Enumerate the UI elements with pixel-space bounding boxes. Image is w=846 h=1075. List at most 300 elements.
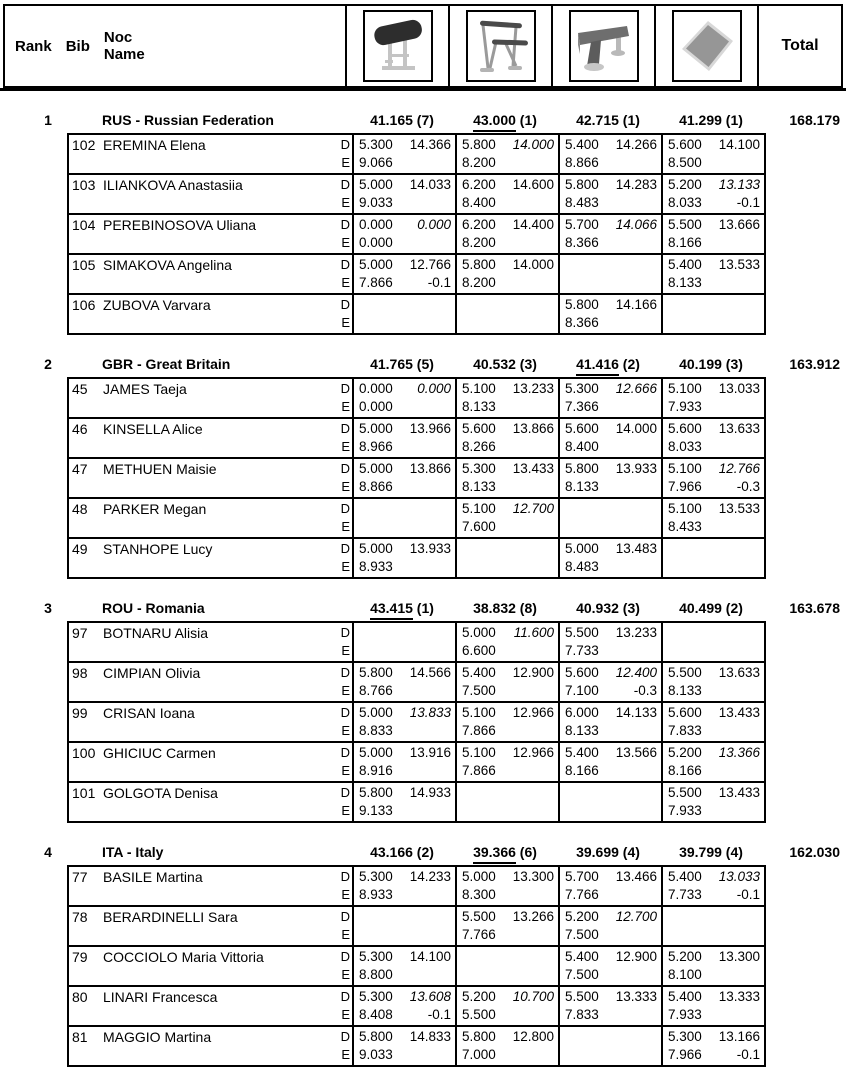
gymnast-identity [69, 135, 352, 173]
d-score-label: D [340, 745, 350, 760]
d-score-label: D [340, 665, 350, 680]
e-score: 7.500 [462, 683, 496, 698]
final-score: 13.033 [718, 381, 760, 396]
d-score-label: D [340, 461, 350, 476]
final-score: 13.233 [512, 381, 554, 396]
e-score: 8.866 [565, 155, 599, 170]
header-rank-bib-name [5, 6, 345, 86]
gymnast-identity [69, 175, 352, 213]
floor-score-cell [661, 379, 764, 417]
balance-beam-score-cell [558, 539, 661, 577]
d-score: 5.500 [565, 989, 599, 1004]
apparatus-team-rank: (6) [519, 844, 537, 860]
gymnast-identity [69, 987, 352, 1025]
penalty: -0.1 [736, 887, 760, 902]
d-score: 5.800 [359, 665, 393, 680]
d-score: 5.300 [462, 461, 496, 476]
de-score-labels [334, 663, 352, 701]
team-noc-name: RUS - Russian Federation [102, 112, 274, 128]
gymnast-row [67, 661, 766, 703]
uneven-bars-score-cell [455, 379, 558, 417]
d-score: 0.000 [359, 381, 393, 396]
d-score: 5.800 [462, 137, 496, 152]
d-score: 5.300 [359, 989, 393, 1004]
gymnast-bib: 78 [72, 909, 88, 925]
e-score: 8.433 [668, 519, 702, 534]
uneven-bars-score-cell [455, 867, 558, 905]
uneven-bars-score-cell [455, 295, 558, 333]
gymnast-bib: 80 [72, 989, 88, 1005]
vault-score-cell [352, 623, 455, 661]
name-label: Name [103, 46, 145, 63]
team-floor-total [658, 352, 764, 376]
d-score: 5.800 [565, 461, 599, 476]
uneven-bars-score-cell [455, 783, 558, 821]
final-score: 14.833 [409, 1029, 451, 1044]
gymnast-row [67, 741, 766, 783]
floor-score-cell [661, 135, 764, 173]
team-header-row [0, 840, 846, 867]
e-score: 8.266 [462, 439, 496, 454]
vault-score-cell [352, 663, 455, 701]
gymnast-name: PEREBINOSOVA Uliana [103, 217, 257, 233]
gymnast-name: BASILE Martina [103, 869, 203, 885]
e-score: 8.100 [668, 967, 702, 982]
gymnast-bib: 104 [72, 217, 96, 233]
gymnast-name: LINARI Francesca [103, 989, 218, 1005]
de-score-labels [334, 499, 352, 537]
gymnast-bib: 101 [72, 785, 96, 801]
penalty: -0.3 [633, 683, 657, 698]
e-score: 8.033 [668, 195, 702, 210]
d-score: 5.300 [359, 869, 393, 884]
e-score-label: E [341, 479, 350, 494]
d-score-label: D [340, 421, 350, 436]
apparatus-team-rank: (2) [622, 356, 640, 372]
d-score: 5.800 [462, 1029, 496, 1044]
e-score: 7.366 [565, 399, 599, 414]
e-score-label: E [341, 519, 350, 534]
vault-score-cell [352, 539, 455, 577]
uneven-bars-column-header [448, 6, 551, 86]
vault-score-cell [352, 459, 455, 497]
floor-score-cell [661, 295, 764, 333]
e-score: 8.133 [565, 723, 599, 738]
e-score: 7.933 [668, 399, 702, 414]
final-score: 14.283 [615, 177, 657, 192]
de-score-labels [334, 175, 352, 213]
penalty: -0.1 [427, 275, 451, 290]
d-score: 5.000 [359, 461, 393, 476]
balance-beam-score-cell [558, 459, 661, 497]
e-score: 8.500 [668, 155, 702, 170]
d-score-label: D [340, 785, 350, 800]
final-score: 13.933 [409, 541, 451, 556]
e-score: 8.366 [565, 315, 599, 330]
e-score-label: E [341, 683, 350, 698]
gymnast-row [67, 865, 766, 907]
gymnast-row [67, 253, 766, 295]
apparatus-team-rank: (4) [622, 844, 640, 860]
d-score: 5.800 [565, 177, 599, 192]
e-score-label: E [341, 399, 350, 414]
header-divider [0, 88, 846, 91]
e-score: 8.400 [462, 195, 496, 210]
d-score-label: D [340, 297, 350, 312]
e-score: 9.033 [359, 195, 393, 210]
e-score: 7.600 [462, 519, 496, 534]
e-score-label: E [341, 275, 350, 290]
d-score: 5.400 [668, 989, 702, 1004]
d-score: 5.100 [668, 501, 702, 516]
gymnast-row [67, 417, 766, 459]
d-score: 5.300 [359, 137, 393, 152]
d-score: 5.800 [359, 785, 393, 800]
de-score-labels [334, 379, 352, 417]
gymnast-row [67, 133, 766, 175]
gymnast-row [67, 173, 766, 215]
d-score: 6.200 [462, 177, 496, 192]
d-score: 5.100 [462, 381, 496, 396]
d-score: 5.400 [565, 745, 599, 760]
de-score-labels [334, 987, 352, 1025]
final-score: 13.633 [718, 421, 760, 436]
e-score-label: E [341, 1007, 350, 1022]
de-score-labels [334, 867, 352, 905]
d-score: 5.600 [565, 421, 599, 436]
final-score: 13.533 [718, 501, 760, 516]
team-total: 162.030 [789, 844, 840, 860]
final-score: 10.700 [512, 989, 554, 1004]
vault-score-cell [352, 947, 455, 985]
apparatus-team-rank: (1) [519, 112, 537, 128]
gymnast-name: STANHOPE Lucy [103, 541, 213, 557]
final-score: 12.700 [615, 909, 657, 924]
e-score: 7.733 [668, 887, 702, 902]
final-score: 12.666 [615, 381, 657, 396]
gymnast-name: KINSELLA Alice [103, 421, 203, 437]
d-score: 5.100 [668, 381, 702, 396]
gymnast-identity [69, 867, 352, 905]
balance-beam-score-cell [558, 295, 661, 333]
uneven-bars-score-cell [455, 1027, 558, 1065]
balance-beam-score-cell [558, 1027, 661, 1065]
final-score: 11.600 [513, 625, 554, 640]
d-score: 5.600 [565, 665, 599, 680]
final-score: 12.900 [615, 949, 657, 964]
balance-beam-score-cell [558, 419, 661, 457]
results-page [0, 4, 846, 1067]
gymnast-name: CRISAN Ioana [103, 705, 195, 721]
gymnast-list [67, 377, 766, 579]
team-total: 163.912 [789, 356, 840, 372]
floor-icon [672, 10, 742, 82]
gymnast-identity [69, 623, 352, 661]
uneven-bars-score-cell [455, 135, 558, 173]
final-score: 13.366 [718, 745, 760, 760]
apparatus-team-score: 41.299 [679, 112, 722, 128]
team-rank: 3 [44, 600, 52, 616]
final-score: 13.933 [615, 461, 657, 476]
total-label: Total [781, 37, 819, 54]
d-score-label: D [340, 257, 350, 272]
penalty: -0.1 [736, 1047, 760, 1062]
d-score-label: D [340, 381, 350, 396]
floor-score-cell [661, 947, 764, 985]
de-score-labels [334, 703, 352, 741]
e-score: 8.133 [565, 479, 599, 494]
final-score: 12.966 [512, 705, 554, 720]
penalty: -0.1 [736, 195, 760, 210]
gymnast-row [67, 621, 766, 663]
gymnast-bib: 48 [72, 501, 88, 517]
vault-score-cell [352, 499, 455, 537]
e-score: 7.500 [565, 967, 599, 982]
e-score: 7.933 [668, 803, 702, 818]
team-uneven-bars-total [452, 352, 558, 376]
gymnast-name: MAGGIO Martina [103, 1029, 212, 1045]
e-score-label: E [341, 723, 350, 738]
gymnast-name: ILIANKOVA Anastasiia [103, 177, 243, 193]
de-score-labels [334, 135, 352, 173]
gymnast-name: ZUBOVA Varvara [103, 297, 211, 313]
uneven-bars-score-cell [455, 907, 558, 945]
team-vault-total [349, 596, 455, 620]
d-score: 5.300 [565, 381, 599, 396]
d-score: 5.000 [359, 257, 393, 272]
uneven-bars-score-cell [455, 743, 558, 781]
final-score: 13.483 [615, 541, 657, 556]
gymnast-list [67, 865, 766, 1067]
d-score: 5.800 [462, 257, 496, 272]
d-score-label: D [340, 541, 350, 556]
gymnast-name: BOTNARU Alisia [103, 625, 209, 641]
e-score: 0.000 [359, 235, 393, 250]
e-score: 7.933 [668, 1007, 702, 1022]
final-score: 14.133 [615, 705, 657, 720]
final-score: 13.033 [718, 869, 760, 884]
vault-score-cell [352, 419, 455, 457]
apparatus-team-rank: (5) [416, 356, 434, 372]
vault-score-cell [352, 783, 455, 821]
final-score: 14.000 [615, 421, 657, 436]
final-score: 14.000 [512, 137, 554, 152]
final-score: 14.066 [615, 217, 657, 232]
apparatus-team-rank: (4) [725, 844, 743, 860]
gymnast-bib: 97 [72, 625, 88, 641]
d-score: 5.500 [565, 625, 599, 640]
floor-score-cell [661, 459, 764, 497]
uneven-bars-score-cell [455, 419, 558, 457]
apparatus-team-score: 39.699 [576, 844, 619, 860]
d-score: 5.000 [359, 541, 393, 556]
vault-score-cell [352, 907, 455, 945]
gymnast-name: COCCIOLO Maria Vittoria [103, 949, 264, 965]
e-score: 8.300 [462, 887, 496, 902]
floor-score-cell [661, 867, 764, 905]
final-score: 13.266 [512, 909, 554, 924]
e-score-label: E [341, 235, 350, 250]
e-score: 8.200 [462, 275, 496, 290]
noc-name-column-label [104, 29, 145, 63]
team-noc-name: ROU - Romania [102, 600, 205, 616]
team-floor-total [658, 596, 764, 620]
gymnast-identity [69, 539, 352, 577]
final-score: 14.366 [409, 137, 451, 152]
team-noc-name: GBR - Great Britain [102, 356, 231, 372]
apparatus-team-score: 39.366 [473, 842, 516, 864]
d-score: 5.500 [462, 909, 496, 924]
final-score: 14.933 [409, 785, 451, 800]
gymnast-bib: 81 [72, 1029, 88, 1045]
gymnast-row [67, 537, 766, 579]
floor-score-cell [661, 907, 764, 945]
balance-beam-score-cell [558, 379, 661, 417]
balance-beam-score-cell [558, 947, 661, 985]
floor-column-header [654, 6, 757, 86]
de-score-labels [334, 623, 352, 661]
balance-beam-icon [569, 10, 639, 82]
e-score: 7.833 [565, 1007, 599, 1022]
final-score: 13.916 [409, 745, 451, 760]
apparatus-team-score: 43.415 [370, 598, 413, 620]
e-score: 7.966 [668, 1047, 702, 1062]
apparatus-team-rank: (3) [725, 356, 743, 372]
total-column-header [757, 6, 841, 86]
d-score: 5.200 [565, 909, 599, 924]
de-score-labels [334, 539, 352, 577]
apparatus-team-score: 40.199 [679, 356, 722, 372]
gymnast-row [67, 781, 766, 823]
team-total: 168.179 [789, 112, 840, 128]
balance-beam-score-cell [558, 663, 661, 701]
vault-score-cell [352, 1027, 455, 1065]
d-score-label: D [340, 909, 350, 924]
gymnast-name: METHUEN Maisie [103, 461, 217, 477]
gymnast-row [67, 905, 766, 947]
d-score: 5.100 [462, 745, 496, 760]
de-score-labels [334, 783, 352, 821]
e-score-label: E [341, 763, 350, 778]
e-score-label: E [341, 887, 350, 902]
gymnast-bib: 45 [72, 381, 88, 397]
de-score-labels [334, 743, 352, 781]
apparatus-team-rank: (1) [416, 600, 434, 616]
final-score: 12.766 [718, 461, 760, 476]
uneven-bars-icon [466, 10, 536, 82]
gymnast-name: GOLGOTA Denisa [103, 785, 218, 801]
gymnast-identity [69, 459, 352, 497]
noc-label: Noc [103, 29, 133, 46]
uneven-bars-score-cell [455, 663, 558, 701]
gymnast-row [67, 497, 766, 539]
e-score: 8.866 [359, 479, 393, 494]
e-score: 9.066 [359, 155, 393, 170]
e-score: 8.933 [359, 887, 393, 902]
balance-beam-column-header [551, 6, 654, 86]
e-score: 7.866 [462, 763, 496, 778]
gymnast-list [67, 621, 766, 823]
final-score: 14.100 [718, 137, 760, 152]
final-score: 12.400 [615, 665, 657, 680]
vault-score-cell [352, 215, 455, 253]
balance-beam-score-cell [558, 175, 661, 213]
d-score-label: D [340, 625, 350, 640]
vault-score-cell [352, 867, 455, 905]
final-score: 14.400 [512, 217, 554, 232]
team-balance-beam-total [555, 596, 661, 620]
apparatus-team-score: 43.000 [473, 110, 516, 132]
d-score: 5.400 [565, 949, 599, 964]
final-score: 13.333 [615, 989, 657, 1004]
team-block [0, 352, 846, 579]
de-score-labels [334, 1027, 352, 1065]
d-score-label: D [340, 949, 350, 964]
vault-score-cell [352, 743, 455, 781]
e-score: 7.766 [462, 927, 496, 942]
balance-beam-score-cell [558, 867, 661, 905]
gymnast-bib: 77 [72, 869, 88, 885]
e-score: 7.866 [462, 723, 496, 738]
de-score-labels [334, 907, 352, 945]
apparatus-team-rank: (8) [519, 600, 537, 616]
e-score: 8.166 [565, 763, 599, 778]
final-score: 14.266 [615, 137, 657, 152]
gymnast-identity [69, 947, 352, 985]
d-score: 5.400 [462, 665, 496, 680]
final-score: 12.766 [409, 257, 451, 272]
e-score: 8.166 [668, 235, 702, 250]
e-score-label: E [341, 927, 350, 942]
e-score-label: E [341, 643, 350, 658]
gymnast-bib: 98 [72, 665, 88, 681]
final-score: 14.166 [615, 297, 657, 312]
d-score-label: D [340, 217, 350, 232]
apparatus-team-score: 39.799 [679, 844, 722, 860]
final-score: 13.333 [718, 989, 760, 1004]
e-score: 8.133 [668, 275, 702, 290]
apparatus-team-score: 41.765 [370, 356, 413, 372]
team-header-row [0, 596, 846, 623]
final-score: 13.608 [409, 989, 451, 1004]
d-score: 0.000 [359, 217, 393, 232]
apparatus-team-score: 41.416 [576, 354, 619, 376]
e-score: 8.766 [359, 683, 393, 698]
d-score: 5.500 [668, 665, 702, 680]
vault-icon [363, 10, 433, 82]
e-score: 8.800 [359, 967, 393, 982]
gymnast-identity [69, 663, 352, 701]
d-score: 6.000 [565, 705, 599, 720]
final-score: 13.466 [615, 869, 657, 884]
gymnast-identity [69, 215, 352, 253]
d-score: 5.300 [668, 1029, 702, 1044]
gymnast-row [67, 945, 766, 987]
gymnast-row [67, 457, 766, 499]
d-score-label: D [340, 705, 350, 720]
e-score-label: E [341, 315, 350, 330]
gymnast-bib: 105 [72, 257, 96, 273]
e-score: 7.000 [462, 1047, 496, 1062]
vault-score-cell [352, 135, 455, 173]
gymnast-list [67, 133, 766, 335]
final-score: 13.133 [718, 177, 760, 192]
final-score: 14.233 [409, 869, 451, 884]
e-score: 8.408 [359, 1007, 393, 1022]
gymnast-bib: 106 [72, 297, 96, 313]
rank-column-label: Rank [15, 37, 52, 55]
gymnast-identity [69, 255, 352, 293]
